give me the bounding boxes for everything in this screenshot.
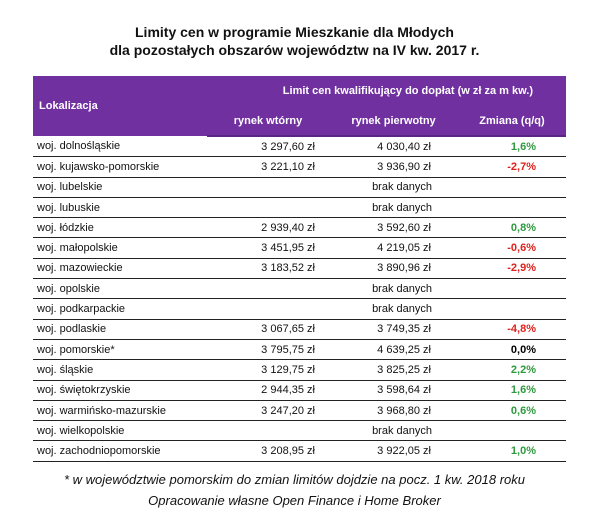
secondary-market-cell: 2 944,35 zł xyxy=(207,380,329,400)
secondary-market-cell xyxy=(207,177,329,197)
table-row xyxy=(33,258,566,278)
region-cell: woj. małopolskie xyxy=(33,238,207,258)
primary-market-cell: 4 219,05 zł xyxy=(329,238,458,258)
secondary-market-cell: 3 067,65 zł xyxy=(207,319,329,339)
secondary-market-cell: 3 795,75 zł xyxy=(207,339,329,359)
region-cell: woj. opolskie xyxy=(33,279,207,299)
primary-market-cell: brak danych xyxy=(329,279,458,299)
secondary-market-cell xyxy=(207,197,329,217)
change-cell xyxy=(458,299,566,319)
change-cell: -2,7% xyxy=(458,157,566,177)
primary-market-cell: 4 639,25 zł xyxy=(329,339,458,359)
page-title: Limity cen w programie Mieszkanie dla Młodych xyxy=(135,24,454,40)
change-cell: -4,8% xyxy=(458,319,566,339)
region-cell: woj. pomorskie* xyxy=(33,339,207,359)
change-cell: 1,6% xyxy=(458,136,566,157)
change-cell xyxy=(458,421,566,441)
region-cell: woj. dolnośląskie xyxy=(33,136,207,157)
secondary-market-cell xyxy=(207,279,329,299)
table-row xyxy=(33,400,566,420)
secondary-market-cell: 3 183,52 zł xyxy=(207,258,329,278)
primary-market-cell: 3 922,05 zł xyxy=(329,441,458,461)
region-cell: woj. lubuskie xyxy=(33,197,207,217)
primary-market-cell: 3 890,96 zł xyxy=(329,258,458,278)
change-cell: -2,9% xyxy=(458,258,566,278)
column-header-change: Zmiana (q/q) xyxy=(458,106,566,136)
change-cell: 1,6% xyxy=(458,380,566,400)
primary-market-cell: brak danych xyxy=(329,421,458,441)
region-cell: woj. podkarpackie xyxy=(33,299,207,319)
primary-market-cell: 3 936,90 zł xyxy=(329,157,458,177)
table-row xyxy=(33,218,566,238)
table-row xyxy=(33,238,566,258)
secondary-market-cell: 3 129,75 zł xyxy=(207,360,329,380)
column-header-primary-market: rynek pierwotny xyxy=(329,106,458,136)
region-cell: woj. lubelskie xyxy=(33,177,207,197)
secondary-market-cell: 3 451,95 zł xyxy=(207,238,329,258)
table-row xyxy=(33,177,566,197)
table-row xyxy=(33,299,566,319)
primary-market-cell: brak danych xyxy=(329,197,458,217)
primary-market-cell: 3 749,35 zł xyxy=(329,319,458,339)
primary-market-cell: 3 825,25 zł xyxy=(329,360,458,380)
page-subtitle: dla pozostałych obszarów województw na IV kw. 2017 r. xyxy=(109,42,480,58)
change-cell xyxy=(458,177,566,197)
secondary-market-cell: 3 221,10 zł xyxy=(207,157,329,177)
change-cell: -0,6% xyxy=(458,238,566,258)
region-cell: woj. wielkopolskie xyxy=(33,421,207,441)
primary-market-cell: 3 598,64 zł xyxy=(329,380,458,400)
region-cell: woj. mazowieckie xyxy=(33,258,207,278)
change-cell xyxy=(458,197,566,217)
price-limits-table xyxy=(33,76,566,462)
secondary-market-cell xyxy=(207,299,329,319)
column-header-location: Lokalizacja xyxy=(33,76,207,136)
table-row xyxy=(33,339,566,359)
primary-market-cell: 3 592,60 zł xyxy=(329,218,458,238)
secondary-market-cell: 3 297,60 zł xyxy=(207,136,329,157)
source-note: Opracowanie własne Open Finance i Home Broker xyxy=(148,493,441,508)
secondary-market-cell: 3 208,95 zł xyxy=(207,441,329,461)
region-cell: woj. zachodniopomorskie xyxy=(33,441,207,461)
primary-market-cell: brak danych xyxy=(329,299,458,319)
secondary-market-cell: 2 939,40 zł xyxy=(207,218,329,238)
column-group-header: Limit cen kwalifikujący do dopłat (w zł za m kw.) xyxy=(207,76,566,106)
primary-market-cell: 3 968,80 zł xyxy=(329,400,458,420)
secondary-market-cell xyxy=(207,421,329,441)
change-cell: 0,6% xyxy=(458,400,566,420)
region-cell: woj. warmińsko-mazurskie xyxy=(33,400,207,420)
region-cell: woj. podlaskie xyxy=(33,319,207,339)
secondary-market-cell: 3 247,20 zł xyxy=(207,400,329,420)
table-row xyxy=(33,380,566,400)
table-body xyxy=(33,136,566,461)
region-cell: woj. kujawsko-pomorskie xyxy=(33,157,207,177)
change-cell: 2,2% xyxy=(458,360,566,380)
table-row xyxy=(33,441,566,461)
table-row xyxy=(33,360,566,380)
change-cell: 0,0% xyxy=(458,339,566,359)
region-cell: woj. łódzkie xyxy=(33,218,207,238)
table-row xyxy=(33,421,566,441)
column-header-secondary-market: rynek wtórny xyxy=(207,106,329,136)
table-row xyxy=(33,157,566,177)
primary-market-cell: 4 030,40 zł xyxy=(329,136,458,157)
region-cell: woj. świętokrzyskie xyxy=(33,380,207,400)
table-row xyxy=(33,279,566,299)
change-cell: 1,0% xyxy=(458,441,566,461)
change-cell xyxy=(458,279,566,299)
change-cell: 0,8% xyxy=(458,218,566,238)
footnote: * w województwie pomorskim do zmian limitów dojdzie na pocz. 1 kw. 2018 roku xyxy=(64,472,525,487)
primary-market-cell: brak danych xyxy=(329,177,458,197)
table-row xyxy=(33,136,566,157)
table-row xyxy=(33,319,566,339)
region-cell: woj. śląskie xyxy=(33,360,207,380)
table-row xyxy=(33,197,566,217)
